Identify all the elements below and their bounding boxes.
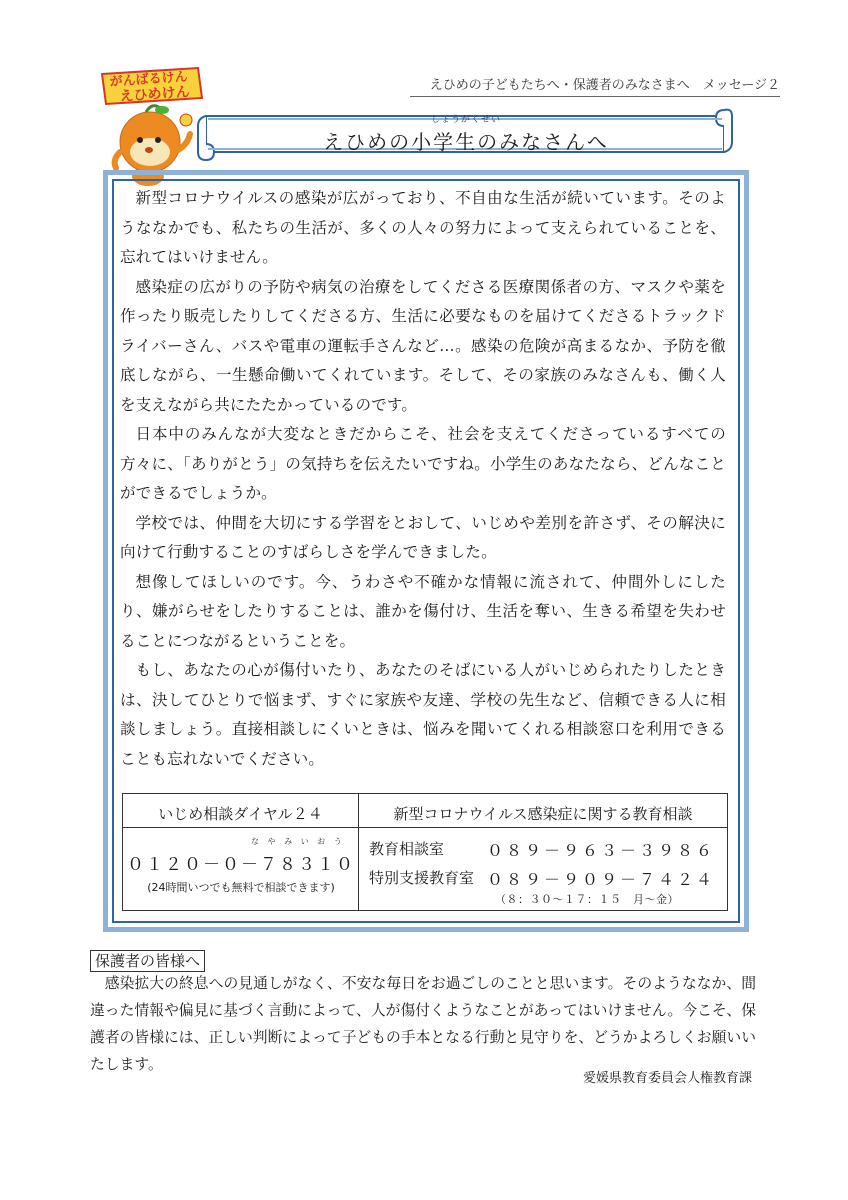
page-title: えひめの小学生のみなさんへ [323,130,609,154]
header-message-tag: えひめの子どもたちへ・保護者のみなさまへ メッセージ２ [429,78,780,93]
parents-section-label: 保護者の皆様へ [90,950,205,972]
phone-furigana: な や み い お う [251,837,345,846]
bullying-hotline-cell [123,828,359,910]
parents-section-text: 感染拡大の終息への見通しがなく、不安な毎日をお過ごしのことと思います。そのようななか、間違った情報や偏見に基づく言動によって、人が傷付くようなことがあってはいけません。今こそ、保護者の皆様には、正しい判断によって子どもの手本となる行動と見守りを、どうかよろしくお願いいたします。 [90,975,757,1073]
bullying-hotline-note: (24時間いつでも無料で相談できます) [147,881,335,894]
education-consult-label: 教育相談室 [369,840,445,858]
svg-text:がんばるけん: がんばるけん [109,69,189,90]
body-paragraph: 新型コロナウイルスの感染が広がっており、不自由な生活が続いています。そのようななかでも、私たちの生活が、多くの人々の努力によって支えられていることを、忘れてはいけません。 [120,189,726,266]
title-scroll [196,108,736,164]
issuer-signature: 愛媛県教育委員会人権教育課 [582,1071,752,1086]
svg-text:えひめけん: えひめけん [119,84,191,105]
title-furigana: しょうがくせい [430,115,501,125]
special-support-label: 特別支援教育室 [369,869,475,887]
body-paragraph: もし、あなたの心が傷付いたり、あなたのそばにいる人がいじめられたりしたときは、決してひとりで悩まず、すぐに家族や友達、学校の先生など、信頼できる人に相談しましょう。直接相談しにくいときは、悩みを聞いてくれる相談窓口を利用できることも忘れないでください。 [120,661,726,768]
consultation-table [122,793,728,911]
education-consult-number[interactable]: ０８９－９６３－３９８６ [487,841,716,860]
body-paragraph: 日本中のみんなが大変なときだからこそ、社会を支えてくださっているすべての方々に、「ありがとう」の気持ちを伝えたいですね。小学生のあなたなら、どんなことができるでしょうか。 [120,425,726,502]
message-body [120,184,726,774]
header-divider [410,96,780,97]
body-paragraph: 感染症の広がりの予防や病気の治療をしてくださる医療関係者の方、マスクや薬を作ったり販売したりしてくださる方、生活に必要なものを届けてくださるトラックドライバーさん、バスや電車の運転手さんなど…。感染の危険が高まるなか、予防を徹底しながら、一生懸命働いてくれています。そして、その家族のみなさんも、働く人を支えながら共にたたかっているのです。 [120,277,726,414]
body-paragraph: 学校では、仲間を大切にする学習をとおして、いじめや差別を許さず、その解決に向けて行動することのすばらしさを学んできました。 [120,513,726,561]
covid-consult-heading: 新型コロナウイルス感染症に関する教育相談 [359,794,727,828]
consult-hours: （８：３０～１７：１５ 月～金） [495,893,679,906]
special-support-number[interactable]: ０８９－９０９－７４２４ [487,870,716,889]
body-paragraph: 想像してほしいのです。今、うわさや不確かな情報に流されて、仲間外しにしたり、嫌がらせをしたりすることは、誰かを傷付け、生活を奪い、生きる希望を失わせることにつながるということを。 [120,572,726,650]
bullying-hotline-number[interactable]: ０１２０－０－７８３１０ [127,855,355,875]
bullying-hotline-heading: いじめ相談ダイヤル２４ [123,794,359,828]
